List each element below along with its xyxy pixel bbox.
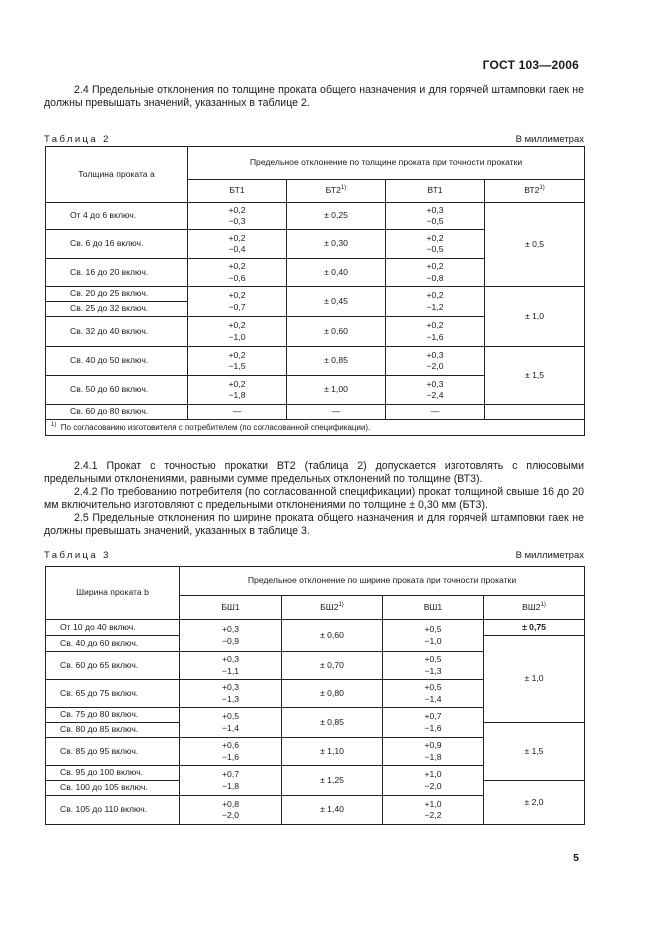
- bsh2-cell: ± 1,40: [282, 796, 383, 825]
- bt2-cell: ± 0,60: [287, 317, 386, 347]
- vt1-cell: +0,3 −2,4: [386, 376, 485, 405]
- table3-col-bsh1: БШ1: [180, 596, 282, 620]
- bt1-cell: +0,2 −1,0: [188, 317, 287, 347]
- bsh1-cell: +0,8 −2,0: [180, 796, 282, 825]
- table-row: [46, 203, 585, 230]
- page-number: 5: [573, 852, 579, 864]
- table2-col0-header: Толщина проката a: [46, 147, 188, 203]
- bt1-cell: +0,2 −0,3: [188, 203, 287, 230]
- row-label: От 10 до 40 включ.: [46, 620, 180, 636]
- table3-col-vsh1: ВШ1: [383, 596, 484, 620]
- table2-col-vt1: ВТ1: [386, 180, 485, 203]
- bt1-cell: —: [188, 405, 287, 420]
- vsh1-cell: +0,5 −1,4: [383, 680, 484, 708]
- row-label: Св. 40 до 50 включ.: [46, 347, 188, 376]
- vt1-cell: +0,2 −0,5: [386, 230, 485, 259]
- vsh1-cell: +0,9 −1,8: [383, 738, 484, 766]
- vt2-cell: ± 0,5: [485, 203, 585, 287]
- bsh1-cell: +0,7 −1,8: [180, 766, 282, 796]
- vt2-cell: ± 1,0: [485, 287, 585, 347]
- table2-col-bt1: БТ1: [188, 180, 287, 203]
- row-label: Св. 6 до 16 включ.: [46, 230, 188, 259]
- bt2-cell: ± 0,45: [287, 287, 386, 317]
- row-label: Св. 105 до 110 включ.: [46, 796, 180, 825]
- paragraph-2-4-2: 2.4.2 По требованию потребителя (по согласованной спецификации) прокат толщиной свыше 16 до 20 мм включительно изготовляют с предельными отклонениями по толщине ± 0,30 мм (БТ3).: [44, 486, 584, 511]
- vt1-cell: +0,2 −1,2: [386, 287, 485, 317]
- bsh2-cell: ± 0,80: [282, 680, 383, 708]
- row-label: Св. 16 до 20 включ.: [46, 259, 188, 287]
- row-label: Св. 60 до 80 включ.: [46, 405, 188, 420]
- paragraph-2-4-1: 2.4.1 Прокат с точностью прокатки ВТ2 (таблица 2) допускается изготовлять с плюсовыми предельными отклонениями, равными сумме предельных отклонений по толщине (ВТ3).: [44, 460, 584, 485]
- document-header: ГОСТ 103—2006: [482, 58, 579, 72]
- bt1-cell: +0,2 −0,6: [188, 259, 287, 287]
- table3-col0-header: Ширина проката b: [46, 567, 180, 620]
- bsh1-cell: +0,5 −1,4: [180, 708, 282, 738]
- table2-col-vt2: ВТ2$^{1)}$: [485, 180, 585, 203]
- bsh2-cell: ± 0,60: [282, 620, 383, 652]
- vt1-cell: +0,2 −1,6: [386, 317, 485, 347]
- row-label: Св. 85 до 95 включ.: [46, 738, 180, 766]
- table3-group-header: Предельное отклонение по ширине проката при точности прокатки: [180, 567, 585, 596]
- vsh2-cell: ± 2,0: [484, 781, 585, 825]
- vsh1-cell: +0,7 −1,6: [383, 708, 484, 738]
- row-label: Св. 50 до 60 включ.: [46, 376, 188, 405]
- vt1-cell: —: [386, 405, 485, 420]
- bsh1-cell: +0,6 −1,6: [180, 738, 282, 766]
- row-label: Св. 95 до 100 включ.: [46, 766, 180, 781]
- bt2-cell: ± 0,30: [287, 230, 386, 259]
- bt2-cell: ± 1,00: [287, 376, 386, 405]
- table3: [45, 566, 585, 825]
- vt1-cell: +0,3 −2,0: [386, 347, 485, 376]
- bt1-cell: +0,2 −0,7: [188, 287, 287, 317]
- table3-caption-label: Таблица 3: [44, 550, 111, 561]
- bsh2-cell: ± 1,10: [282, 738, 383, 766]
- bt1-cell: +0,2 −1,5: [188, 347, 287, 376]
- bt2-cell: —: [287, 405, 386, 420]
- bt1-cell: +0,2 −0,4: [188, 230, 287, 259]
- row-label: Св. 25 до 32 включ.: [46, 302, 188, 317]
- bsh2-cell: ± 0,85: [282, 708, 383, 738]
- bsh2-cell: ± 1,25: [282, 766, 383, 796]
- row-label: Св. 20 до 25 включ.: [46, 287, 188, 302]
- bt2-cell: ± 0,85: [287, 347, 386, 376]
- table-row: [46, 405, 585, 420]
- row-label: Св. 60 до 65 включ.: [46, 652, 180, 680]
- vsh1-cell: +0,5 −1,0: [383, 620, 484, 652]
- table2: [45, 146, 585, 436]
- vsh2-cell: ± 0,75: [484, 620, 585, 636]
- row-label: Св. 40 до 60 включ.: [46, 636, 180, 652]
- table2-col-bt2: БТ2$^{1)}$: [287, 180, 386, 203]
- vsh2-cell: ± 1,0: [484, 636, 585, 723]
- bsh2-cell: ± 0,70: [282, 652, 383, 680]
- bt2-cell: ± 0,40: [287, 259, 386, 287]
- paragraph-2-5: 2.5 Предельные отклонения по ширине проката общего назначения и для горячей штамповки гаек не должны превышать значений, указанных в таблице 3.: [44, 512, 584, 537]
- row-label: Св. 65 до 75 включ.: [46, 680, 180, 708]
- table2-units: В миллиметрах: [515, 134, 584, 145]
- table3-col-bsh2: БШ2$^{1)}$: [282, 596, 383, 620]
- vsh1-cell: +0,5 −1,3: [383, 652, 484, 680]
- vt1-cell: +0,3 −0,5: [386, 203, 485, 230]
- bsh1-cell: +0,3 −1,3: [180, 680, 282, 708]
- vt2-cell-empty: [485, 405, 585, 420]
- vsh2-cell: ± 1,5: [484, 723, 585, 781]
- table-row: [46, 620, 585, 636]
- table2-caption-label: Таблица 2: [44, 134, 111, 145]
- row-label: Св. 100 до 105 включ.: [46, 781, 180, 796]
- bt2-cell: ± 0,25: [287, 203, 386, 230]
- table2-footnote-row: [46, 420, 585, 436]
- vsh1-cell: +1,0 −2,0: [383, 766, 484, 796]
- table2-group-header: Предельное отклонение по толщине проката при точности прокатки: [188, 147, 585, 180]
- table3-col-vsh2: ВШ2$^{1)}$: [484, 596, 585, 620]
- table3-units: В миллиметрах: [515, 550, 584, 561]
- row-label: Св. 32 до 40 включ.: [46, 317, 188, 347]
- table-row: [46, 287, 585, 302]
- bt1-cell: +0,2 −1,8: [188, 376, 287, 405]
- row-label: Св. 80 до 85 включ.: [46, 723, 180, 738]
- vt1-cell: +0,2 −0,8: [386, 259, 485, 287]
- bsh1-cell: +0,3 −1,1: [180, 652, 282, 680]
- table-row: [46, 347, 585, 376]
- bsh1-cell: +0,3 −0,9: [180, 620, 282, 652]
- row-label: Св. 75 до 80 включ.: [46, 708, 180, 723]
- table2-footnote: $^{1)}$ По согласованию изготовителя с потребителем (по согласованной спецификации).: [46, 420, 585, 436]
- paragraph-2-4: 2.4 Предельные отклонения по толщине проката общего назначения и для горячей штамповки гаек не должны превышать значений, указанных в таблице 2.: [44, 84, 584, 109]
- row-label: От 4 до 6 включ.: [46, 203, 188, 230]
- vsh1-cell: +1,0 −2,2: [383, 796, 484, 825]
- vt2-cell: ± 1,5: [485, 347, 585, 405]
